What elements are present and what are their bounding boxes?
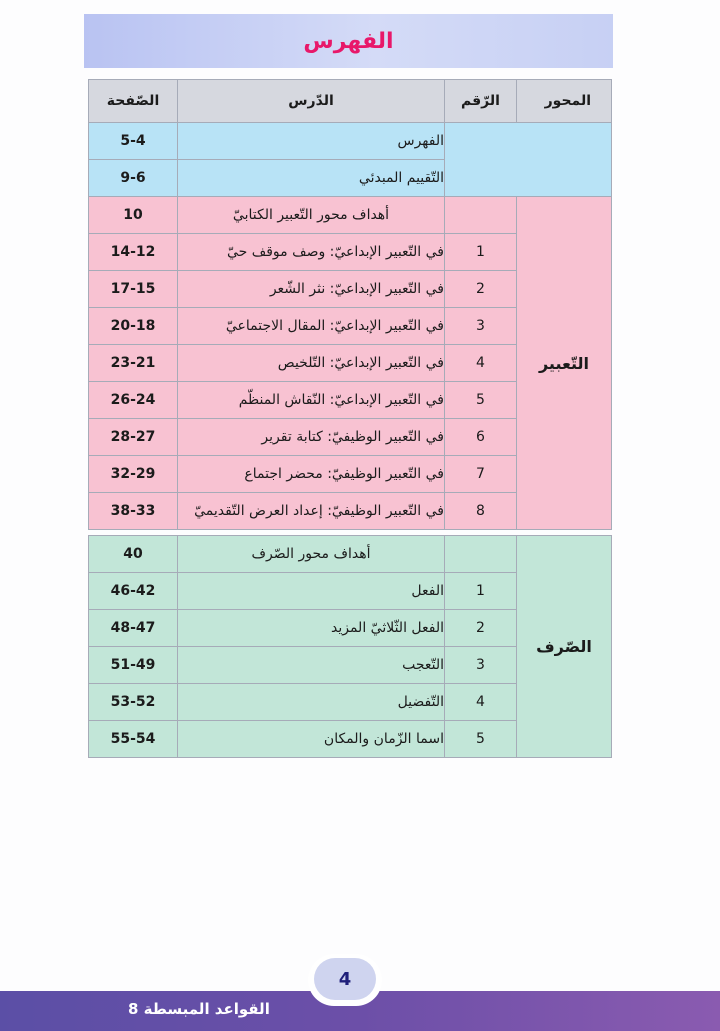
header-number: الرّقم — [445, 80, 517, 123]
lesson-cell: الفعل — [178, 573, 445, 610]
number-cell: 4 — [445, 684, 517, 721]
table-row — [89, 123, 612, 160]
number-cell: 5 — [445, 721, 517, 758]
page-cell: 53-52 — [89, 684, 178, 721]
lesson-cell: في التّعبير الوظيفيّ: محضر اجتماع — [178, 456, 445, 493]
header-lesson: الدّرس — [178, 80, 445, 123]
table-row — [89, 536, 612, 573]
number-cell — [445, 197, 517, 234]
lesson-cell: في التّعبير الإبداعيّ: النّقاش المنظّم — [178, 382, 445, 419]
table-of-contents — [88, 79, 612, 758]
book-title: القواعد المبسطة 8 — [128, 1000, 270, 1018]
lesson-cell: الفعل الثّلاثيّ المزيد — [178, 610, 445, 647]
number-cell: 2 — [445, 610, 517, 647]
page-cell: 14-12 — [89, 234, 178, 271]
page-cell: 26-24 — [89, 382, 178, 419]
lesson-cell: في التّعبير الوظيفيّ: إعداد العرض التّقديميّ — [178, 493, 445, 530]
page-cell: 28-27 — [89, 419, 178, 456]
lesson-cell: التّقييم المبدئي — [178, 160, 445, 197]
index-title-bar — [84, 14, 613, 68]
page-cell: 40 — [89, 536, 178, 573]
number-cell: 1 — [445, 234, 517, 271]
page-cell: 17-15 — [89, 271, 178, 308]
intro-blank-cell — [445, 123, 612, 197]
page-cell: 5-4 — [89, 123, 178, 160]
lesson-cell: أهداف محور التّعبير الكتابيّ — [178, 197, 445, 234]
lesson-cell: في التّعبير الإبداعيّ: التّلخيص — [178, 345, 445, 382]
lesson-cell: في التّعبير الإبداعيّ: وصف موقف حيّ — [178, 234, 445, 271]
header-page: الصّفحة — [89, 80, 178, 123]
lesson-cell: في التّعبير الوظيفيّ: كتابة تقرير — [178, 419, 445, 456]
page-cell: 9-6 — [89, 160, 178, 197]
lesson-cell: في التّعبير الإبداعيّ: نثر الشّعر — [178, 271, 445, 308]
number-cell: 2 — [445, 271, 517, 308]
number-cell: 3 — [445, 308, 517, 345]
number-cell: 4 — [445, 345, 517, 382]
page-cell: 48-47 — [89, 610, 178, 647]
header-axis: المحور — [517, 80, 612, 123]
lesson-cell: في التّعبير الإبداعيّ: المقال الاجتماعيّ — [178, 308, 445, 345]
number-cell: 7 — [445, 456, 517, 493]
page-cell: 51-49 — [89, 647, 178, 684]
lesson-cell: الفهرس — [178, 123, 445, 160]
number-cell: 1 — [445, 573, 517, 610]
axis-cell: التّعبير — [517, 197, 612, 530]
page-cell: 32-29 — [89, 456, 178, 493]
page-cell: 38-33 — [89, 493, 178, 530]
page-cell: 20-18 — [89, 308, 178, 345]
lesson-cell: أهداف محور الصّرف — [178, 536, 445, 573]
number-cell: 6 — [445, 419, 517, 456]
number-cell: 5 — [445, 382, 517, 419]
lesson-cell: اسما الزّمان والمكان — [178, 721, 445, 758]
page-cell: 55-54 — [89, 721, 178, 758]
page-cell: 23-21 — [89, 345, 178, 382]
table-row — [89, 197, 612, 234]
number-cell: 8 — [445, 493, 517, 530]
lesson-cell: التّفضيل — [178, 684, 445, 721]
page-cell: 46-42 — [89, 573, 178, 610]
page-number: 4 — [314, 958, 376, 1000]
index-title: الفهرس — [303, 28, 394, 54]
page-cell: 10 — [89, 197, 178, 234]
lesson-cell: التّعجب — [178, 647, 445, 684]
number-cell: 3 — [445, 647, 517, 684]
axis-cell: الصّرف — [517, 536, 612, 758]
number-cell — [445, 536, 517, 573]
